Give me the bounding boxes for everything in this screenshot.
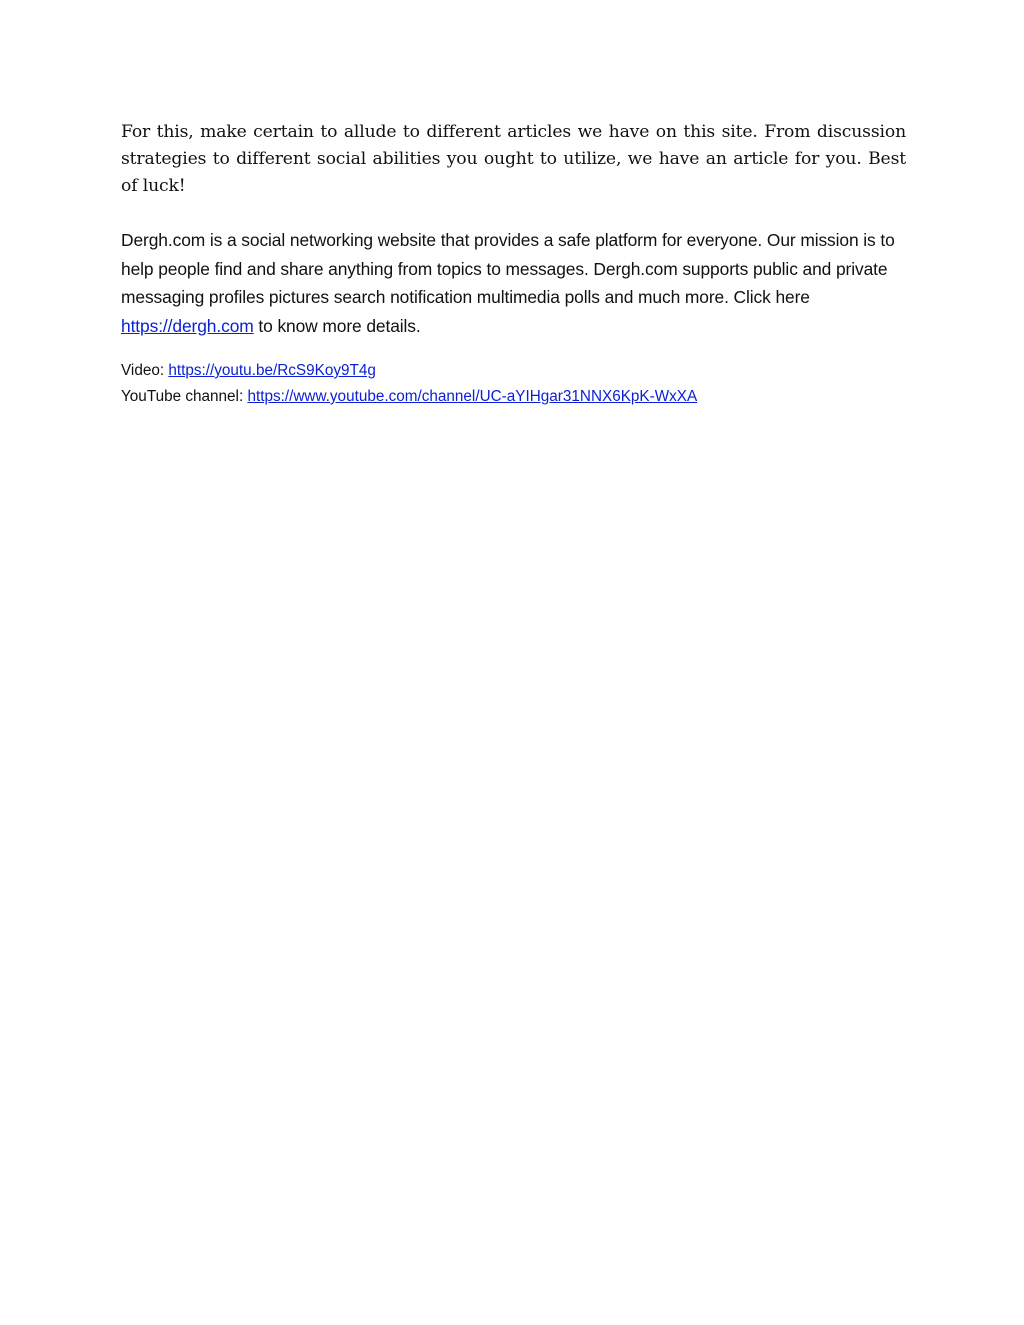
description-trailing-text: to know more details. <box>253 315 421 336</box>
youtube-channel-label: YouTube channel: <box>121 388 248 405</box>
dergh-link[interactable]: https://dergh.com <box>121 315 254 336</box>
links-block <box>121 358 906 410</box>
document-content <box>121 119 906 410</box>
dergh-description-paragraph <box>121 226 906 340</box>
youtube-channel-link[interactable]: https://www.youtube.com/channel/UC-aYIHgar31NNX6KpK-WxXA <box>247 388 698 405</box>
video-label: Video: <box>121 362 169 379</box>
video-link[interactable]: https://youtu.be/RcS9Koy9T4g <box>168 362 376 379</box>
intro-paragraph: For this, make certain to allude to different articles we have on this site. From discussion strategies to different social abilities you ought to utilize, we have an article for you. Best of luck! <box>121 122 906 196</box>
description-text: Dergh.com is a social networking website that provides a safe platform for everyone. Our mission is to help people find and share anything from topics to messages. Dergh.com supports public and private messaging profiles pictures search notification multimedia polls and much more. Click here <box>121 230 895 307</box>
youtube-channel-line <box>121 384 906 410</box>
video-line <box>121 358 906 384</box>
